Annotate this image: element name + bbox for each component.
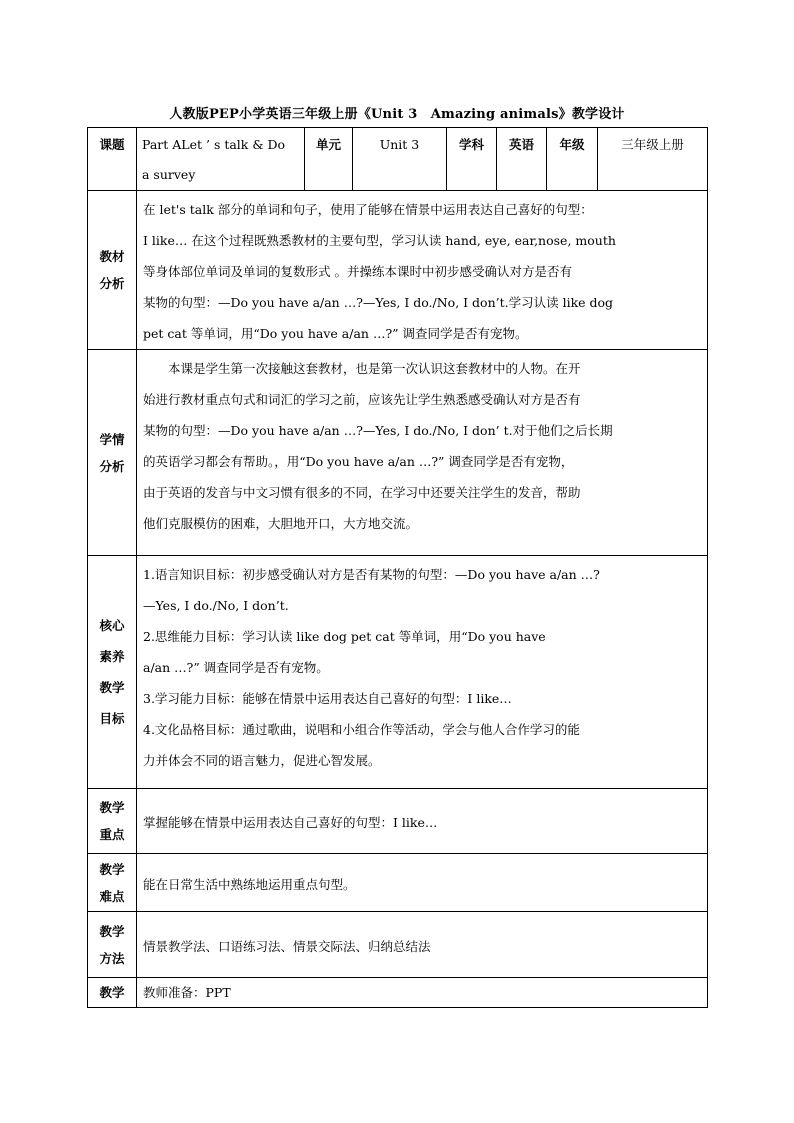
difficulties-text: 能在日常生活中熟练地运用重点句型。 <box>137 854 708 912</box>
key-points-label: 教学 重点 <box>88 789 137 854</box>
methods-label: 教学 方法 <box>88 912 137 978</box>
difficulties-row <box>88 854 708 912</box>
student-analysis-label: 学情 分析 <box>88 350 137 556</box>
preparation-label: 教学 <box>88 978 137 1008</box>
topic-label: 课题 <box>88 128 137 191</box>
methods-text: 情景教学法、口语练习法、情景交际法、归纳总结法 <box>137 912 708 978</box>
difficulties-label: 教学 难点 <box>88 854 137 912</box>
header-row <box>88 128 708 191</box>
key-points-text: 掌握能够在情景中运用表达自己喜好的句型：I like… <box>137 789 708 854</box>
core-goals-text: 1.语言知识目标：初步感受确认对方是否有某物的句型：—Do you have a/an …? —Yes, I do./No, I don’t. 2.思维能力目标：学习认读 like dog pet cat 等单词，用“Do you have a/an …?” 调查同学是否有宠物。 3.学习能力目标：能够在情景中运用表达自己喜好的句型：I like… 4.文化品格目标：通过歌曲，说唱和小组合作等活动，学会与他人合作学习的能 力并体会不同的语言魅力，促进心智发展。 <box>137 556 708 789</box>
material-analysis-label: 教材 分析 <box>88 191 137 350</box>
preparation-row <box>88 978 708 1008</box>
key-points-row <box>88 789 708 854</box>
grade-label: 年级 <box>547 128 598 191</box>
lesson-plan-table <box>87 127 708 1008</box>
document-title: 人教版PEP小学英语三年级上册《Unit 3 Amazing animals》教学设计 <box>169 107 625 122</box>
material-analysis-row <box>88 191 708 350</box>
material-analysis-text: 在 let's talk 部分的单词和句子，使用了能够在情景中运用表达自己喜好的句型： I like… 在这个过程既熟悉教材的主要句型，学习认读 hand, eye, ear,nose, mouth 等身体部位单词及单词的复数形式 。并操练本课时中初步感受确认对方是否有 某物的句型：—Do you have a/an …?—Yes, I do./No, I don’t.学习认读 like dog pet cat 等单词，用“Do you have a/an …?” 调查同学是否有宠物。 <box>137 191 708 350</box>
core-goals-label: 核心 素养 教学 目标 <box>88 556 137 789</box>
topic-value <box>137 128 305 191</box>
unit-label: 单元 <box>305 128 353 191</box>
subject-label: 学科 <box>447 128 497 191</box>
student-analysis-row <box>88 350 708 556</box>
topic-value-line2: a survey <box>142 167 196 182</box>
methods-row <box>88 912 708 978</box>
topic-value-line1: Part ALet ’ s talk & Do <box>142 137 285 152</box>
grade-value: 三年级上册 <box>598 128 708 191</box>
preparation-text: 教师准备：PPT <box>137 978 708 1008</box>
core-goals-row <box>88 556 708 789</box>
subject-value: 英语 <box>497 128 547 191</box>
student-analysis-text: 本课是学生第一次接触这套教材，也是第一次认识这套教材中的人物。在开 始进行教材重点句式和词汇的学习之前，应该先让学生熟悉感受确认对方是否有 某物的句型：—Do you have a/an …?—Yes, I do./No, I don’ t.对于他们之后长期 的英语学习都会有帮助。，用“Do you have a/an …?” 调查同学是否有宠物， 由于英语的发音与中文习惯有很多的不同，在学习中还要关注学生的发音，帮助 他们克服模仿的困难，大胆地开口，大方地交流。 <box>137 350 708 556</box>
unit-value: Unit 3 <box>353 128 447 191</box>
